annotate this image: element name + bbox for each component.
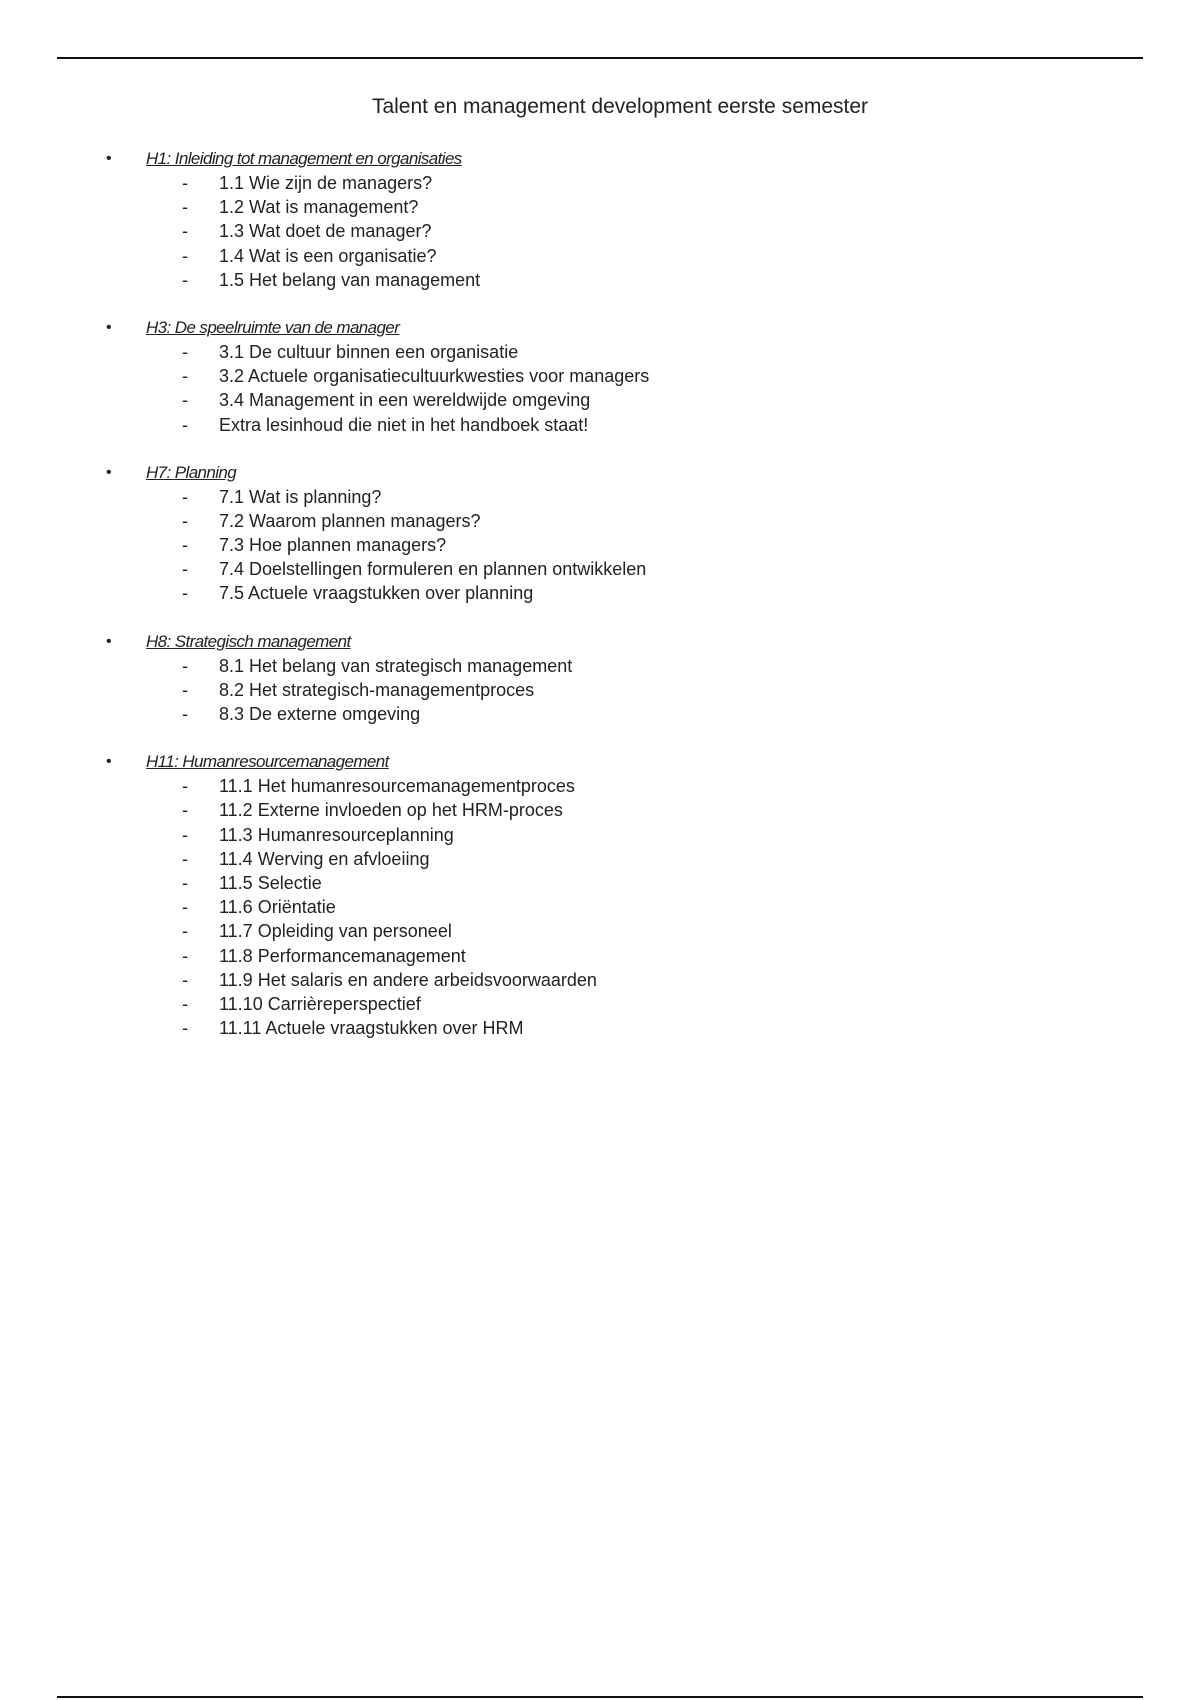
- list-item: [0, 268, 1200, 292]
- list-item: [0, 340, 1200, 364]
- list-item-label: 8.3 De externe omgeving: [219, 704, 421, 724]
- list-item: [0, 871, 1200, 895]
- dash-marker: -: [182, 848, 188, 869]
- list-item-label: 11.4 Werving en afvloeiing: [219, 848, 430, 869]
- list-item: [0, 485, 1200, 509]
- dash-marker: -: [182, 535, 188, 556]
- list-item: [0, 1016, 1200, 1040]
- chapter-title: H8: Strategisch management: [146, 631, 351, 651]
- chapter-title: H11: Humanresourcemanagement: [146, 752, 389, 772]
- list-item: [0, 654, 1200, 678]
- list-item-label: 7.2 Waarom plannen managers?: [219, 510, 481, 531]
- bullet-icon: •: [106, 150, 112, 167]
- dash-marker: -: [182, 800, 188, 821]
- list-item: [0, 678, 1200, 702]
- dash-marker: -: [182, 341, 188, 362]
- list-item: [0, 774, 1200, 798]
- dash-marker: -: [182, 366, 188, 387]
- chapter-heading: [0, 461, 1200, 485]
- dash-marker: -: [182, 221, 188, 242]
- list-item-label: 11.8 Performancemanagement: [219, 945, 466, 966]
- dash-marker: -: [182, 824, 188, 845]
- chapter-section: [0, 461, 1200, 606]
- chapter-section: [0, 630, 1200, 727]
- list-item: [0, 944, 1200, 968]
- chapter-title: H1: Inleiding tot management en organisaties: [146, 149, 462, 168]
- list-item-label: 7.4 Doelstellingen formuleren en plannen ontwikkelen: [219, 559, 647, 580]
- list-item: [0, 533, 1200, 557]
- bullet-icon: •: [106, 318, 112, 336]
- list-item: [0, 557, 1200, 581]
- list-item-label: 3.1 De cultuur binnen een organisatie: [219, 341, 519, 362]
- list-item-label: 11.10 Carrièreperspectief: [219, 993, 421, 1014]
- list-item-label: 11.1 Het humanresourcemanagementproces: [219, 776, 575, 797]
- chapter-heading: [0, 147, 1200, 171]
- bullet-icon: •: [106, 632, 112, 650]
- dash-marker: -: [182, 245, 188, 266]
- dash-marker: -: [182, 897, 188, 918]
- list-item-label: 3.2 Actuele organisatiecultuurkwesties voor managers: [219, 366, 650, 387]
- list-item-label: 11.3 Humanresourceplanning: [219, 824, 454, 845]
- dash-marker: -: [182, 921, 188, 942]
- dash-marker: -: [182, 390, 188, 411]
- chapter-section: [0, 316, 1200, 437]
- list-item: [0, 847, 1200, 871]
- chapter-heading: [0, 316, 1200, 340]
- list-item-label: 11.2 Externe invloeden op het HRM-proces: [219, 800, 563, 821]
- list-item-label: 1.3 Wat doet de manager?: [219, 221, 432, 242]
- list-item: [0, 413, 1200, 437]
- chapter-section: [0, 750, 1200, 1040]
- list-item-label: 11.9 Het salaris en andere arbeidsvoorwaarden: [219, 969, 597, 990]
- list-item-label: 1.2 Wat is management?: [219, 197, 419, 218]
- footer-rule: [57, 1696, 1143, 1698]
- list-item: [0, 244, 1200, 268]
- list-item: [0, 509, 1200, 533]
- list-item: [0, 968, 1200, 992]
- chapter-heading: [0, 630, 1200, 654]
- dash-marker: -: [182, 269, 188, 290]
- dash-marker: -: [182, 776, 188, 797]
- list-item-label: 11.7 Opleiding van personeel: [219, 921, 452, 942]
- chapter-title: H3: De speelruimte van de manager: [146, 317, 400, 337]
- dash-marker: -: [182, 679, 188, 700]
- list-item-label: 7.5 Actuele vraagstukken over planning: [219, 583, 534, 604]
- bullet-icon: •: [106, 753, 112, 771]
- list-item: [0, 992, 1200, 1016]
- list-item-label: 7.1 Wat is planning?: [219, 486, 382, 507]
- list-item: [0, 581, 1200, 605]
- chapter-heading: [0, 750, 1200, 774]
- dash-marker: -: [182, 1018, 188, 1039]
- dash-marker: -: [182, 583, 188, 604]
- list-item-label: 11.6 Oriëntatie: [219, 897, 336, 918]
- list-item: [0, 364, 1200, 388]
- list-item: [0, 388, 1200, 412]
- dash-marker: -: [182, 197, 188, 218]
- dash-marker: -: [182, 655, 188, 676]
- bullet-icon: •: [106, 463, 112, 481]
- dash-marker: -: [182, 945, 188, 966]
- list-item-label: 3.4 Management in een wereldwijde omgeving: [219, 390, 591, 411]
- dash-marker: -: [182, 993, 188, 1014]
- document-title: Talent en management development eerste semester: [371, 95, 869, 118]
- list-item-label: 1.1 Wie zijn de managers?: [219, 173, 433, 193]
- list-item-label: 8.2 Het strategisch-managementproces: [219, 679, 535, 700]
- list-item: [0, 823, 1200, 847]
- list-item-label: 1.5 Het belang van management: [219, 269, 481, 290]
- header-rule: [57, 57, 1143, 59]
- dash-marker: -: [182, 872, 188, 893]
- dash-marker: -: [182, 510, 188, 531]
- list-item-label: 1.4 Wat is een organisatie?: [219, 245, 437, 266]
- list-item: [0, 702, 1200, 726]
- list-item-label: 11.11 Actuele vraagstukken over HRM: [219, 1018, 524, 1039]
- list-item: [0, 171, 1200, 195]
- chapter-section: [0, 147, 1200, 292]
- list-item: [0, 895, 1200, 919]
- list-item-label: 7.3 Hoe plannen managers?: [219, 535, 447, 556]
- list-item: [0, 919, 1200, 943]
- dash-marker: -: [182, 969, 188, 990]
- dash-marker: -: [182, 559, 188, 580]
- dash-marker: -: [182, 173, 188, 193]
- dash-marker: -: [182, 414, 188, 435]
- list-item: [0, 219, 1200, 243]
- list-item-label: 8.1 Het belang van strategisch management: [219, 655, 573, 676]
- list-item: [0, 195, 1200, 219]
- dash-marker: -: [182, 704, 188, 724]
- list-item-label: Extra lesinhoud die niet in het handboek staat!: [219, 414, 589, 435]
- list-item-label: 11.5 Selectie: [219, 872, 322, 893]
- chapter-title: H7: Planning: [146, 462, 237, 482]
- list-item: [0, 798, 1200, 822]
- dash-marker: -: [182, 486, 188, 507]
- table-of-contents: [0, 147, 1200, 1064]
